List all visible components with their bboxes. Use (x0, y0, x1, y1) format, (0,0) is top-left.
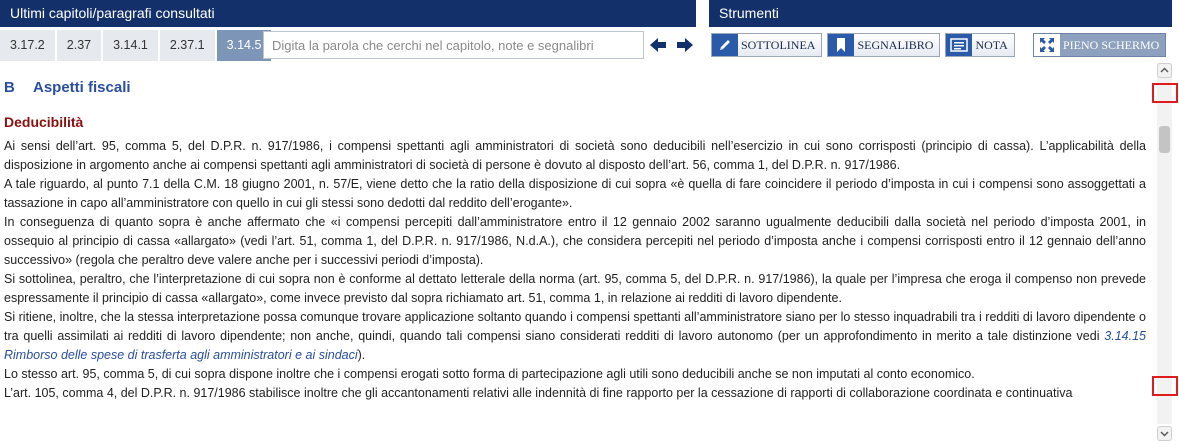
fullscreen-tool (1033, 33, 1171, 57)
paragraph: Lo stesso art. 95, comma 5, di cui sopra dispone inoltre che i compensi erogati sotto forma di partecipazione agli utili sono deducibili anche se non imputati al conto economico. (4, 367, 975, 381)
chapter-link[interactable]: 3.14.1 (103, 30, 158, 61)
paragraph-text-end: ). (357, 348, 366, 362)
subsection-title: Deducibilità (4, 114, 84, 130)
fullscreen-label: PIENO SCHERMO (1063, 37, 1160, 52)
highlight-box-bottom (1152, 376, 1178, 396)
chevron-down-icon (1158, 427, 1171, 440)
paragraph: Si sottolinea, peraltro, che l’interpretazione di cui sopra non è conforme al dettato letterale della norma (art. 95, comma 5, del D.P.R. n. 917/1986), la quale per l’impresa che eroga il compenso non prevede espressamente il principio di cassa «allargato», come invece previsto dal sopra richiamato art. 51, comma 1, in relazione ai redditi di lavoro dipendente. (4, 272, 1146, 305)
highlight-box-top (1152, 83, 1178, 103)
scrollbar-thumb[interactable] (1159, 126, 1170, 153)
scrollbar-track[interactable] (1157, 63, 1172, 424)
section-letter: B (4, 79, 15, 96)
bookmark-icon (828, 34, 854, 56)
expand-icon (1034, 34, 1060, 56)
fullscreen-button[interactable] (1033, 33, 1166, 57)
scroll-down-button[interactable] (1157, 426, 1172, 441)
chevron-up-icon (1158, 64, 1171, 77)
cross-reference-link[interactable]: 3.14.15 Rimborso delle spese di trasferta agli amministratori e ai sindaci (4, 329, 1146, 362)
paragraph: In conseguenza di quanto sopra è anche affermato che «i compensi percepiti dall’amministratore entro il 12 gennaio 2002 saranno ugualmente deducibili dalla società nel periodo d’imposta 2001, in ossequio al principio di cassa «allargato» (vedi l’art. 51, comma 1, del D.P.R. n. 917/1986, N.d.A.), che considera percepiti nel periodo d’imposta anche i compensi corrisposti entro il 12 gennaio dell’anno successivo» (regola che peraltro deve valere anche per i successivi periodi d’imposta). (4, 215, 1146, 267)
chapter-link[interactable]: 2.37.1 (160, 30, 215, 61)
underline-label: SOTTOLINEA (741, 37, 816, 52)
paragraph: L’art. 105, comma 4, del D.P.R. n. 917/1986 stabilisce inoltre che gli accantonamenti relativi alle indennità di fine rapporto per la cessazione di rapporti di collaborazione coordinata e continuativa (4, 386, 1073, 400)
paragraph-text: Si ritiene, inoltre, che la stessa interpretazione possa comunque trovare applicazione soltanto quando i compensi spettanti all’amministratore siano per lo stesso inquadrabili tra i redditi di lavoro dipendente o tra quelli assimilati ai redditi di lavoro dipendente; non anche, quindi, quando tali compensi siano considerati redditi di lavoro autonomo (per un approfondimento in merito a tale distinzione vedi (4, 310, 1146, 343)
search-input[interactable] (263, 31, 644, 59)
arrow-left-icon[interactable] (649, 37, 667, 53)
bookmark-button[interactable] (827, 33, 940, 57)
paragraph: Ai sensi dell’art. 95, comma 5, del D.P.R. n. 917/1986, i compensi spettanti agli amministratori di società sono deducibili nell’esercizio in cui sono corrisposti (principio di cassa). L’applicabilità della disposizione in argomento anche ai compensi spettanti agli amministratori di società di persone è dovuto al disposto dell’art. 56, comma 1, del D.P.R. n. 917/1986. (4, 139, 1146, 172)
recent-chapters-list (0, 30, 273, 61)
paragraph (4, 308, 1146, 365)
chapter-link[interactable]: 2.37 (57, 30, 101, 61)
tools-header: Strumenti (709, 0, 1172, 27)
pencil-icon (712, 34, 738, 56)
note-icon (946, 34, 972, 56)
note-button[interactable] (945, 33, 1014, 57)
arrow-right-icon[interactable] (676, 37, 694, 53)
scroll-up-button[interactable] (1157, 63, 1172, 78)
section-title (4, 79, 1146, 96)
chapter-link-active[interactable]: 3.14.5 (217, 30, 272, 61)
bookmark-label: SEGNALIBRO (857, 37, 934, 52)
underline-button[interactable] (711, 33, 822, 57)
paragraph: A tale riguardo, al punto 7.1 della C.M. 18 giugno 2001, n. 57/E, viene detto che la ratio della disposizione di cui sopra «è quella di fare coincidere il periodo d’imposta in cui i compensi sono assoggettati a tassazione in capo all’amministratore con quello in cui gli stessi sono dedotti dal reddito dell’erogante». (4, 177, 1146, 210)
recent-chapters-header: Ultimi capitoli/paragrafi consultati (0, 0, 696, 27)
note-label: NOTA (975, 37, 1008, 52)
section-title-text: Aspetti fiscali (33, 79, 131, 96)
tools-bar (711, 33, 1020, 57)
chapter-link[interactable]: 3.17.2 (0, 30, 55, 61)
chapter-content (0, 62, 1152, 446)
